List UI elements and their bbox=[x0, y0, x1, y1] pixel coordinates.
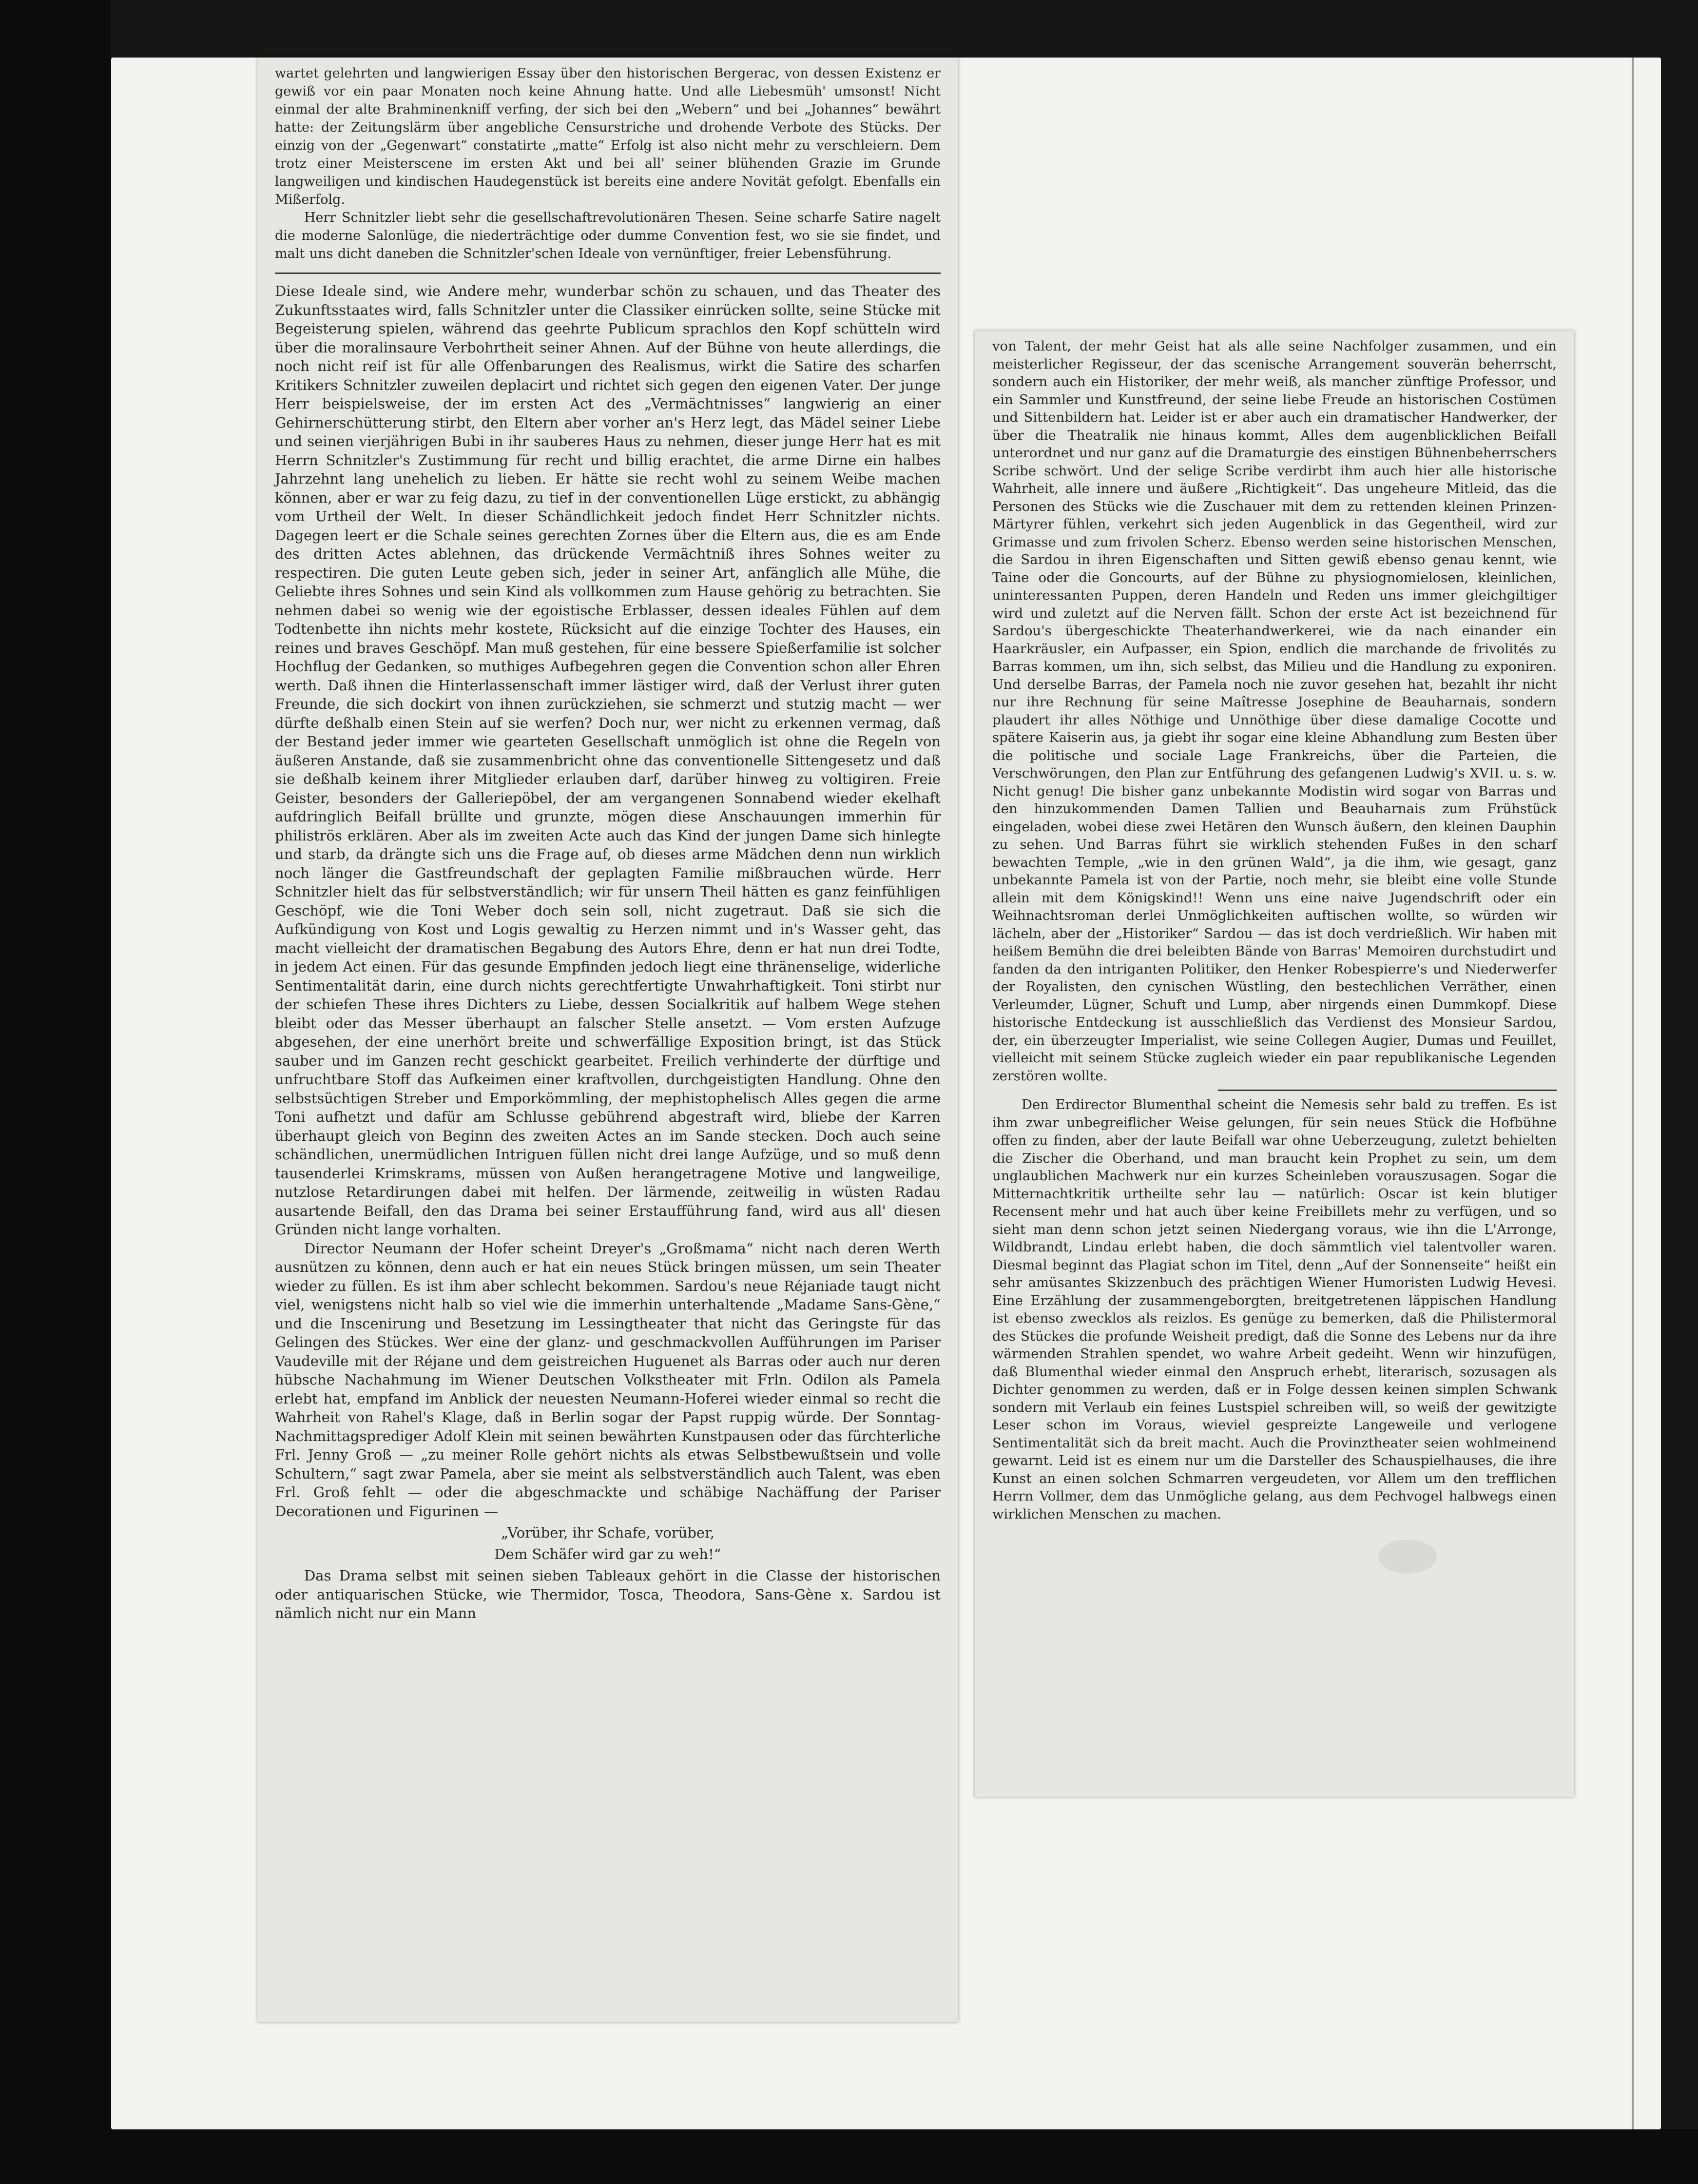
paragraph-bergerac: wartet gelehrten und langwierigen Essay über den historischen Bergerac, von dessen Existenz er gewiß vor ein paar Monaten noch keine Ahnung hatte. Und alle Liebesmüh' umsonst! Nicht einmal der alte Brahminenkniff verfing, der sich bei den „Webern“ und bei „Johannes“ bewährt hatte: der Zeitungslärm über angebliche Censurstriche und drohende Verbote des Stücks. Der einzig von der „Gegenwart“ constatirte „matte“ Erfolg ist also nicht mehr zu verschleiern. Dem trotz einer Meisterscene im ersten Akt und bei all' seiner blühenden Grazie im Grunde langweiligen und kindischen Haudegenstück ist bereits eine andere Novität gefolgt. Ebenfalls ein Mißerfolg. bbox=[275, 66, 941, 207]
film-edge-bottom bbox=[0, 2129, 1698, 2184]
clipping-left-column bbox=[257, 58, 958, 2022]
verse-line-2: Dem Schäfer wird gar zu weh!“ bbox=[494, 1546, 721, 1562]
clipping-right-text bbox=[975, 331, 1574, 1797]
verse-line-1: „Vorüber, ihr Schafe, vorüber, bbox=[501, 1524, 714, 1541]
paragraph-drama-tableaux: Das Drama selbst mit seinen sieben Tableaux gehört in die Classe der historischen oder antiquarischen Stücke, wie Thermidor, Tosca, Theodora, Sans-Gène x. Sardou ist nämlich nicht nur ein Mann bbox=[275, 1567, 941, 1621]
film-edge-left bbox=[0, 0, 111, 2184]
clipping-left-text bbox=[257, 58, 958, 2022]
paragraph-vermaechtnis: Diese Ideale sind, wie Andere mehr, wunderbar schön zu schauen, und das Theater des Zukunftsstaates wird, falls Schnitzler unter die Classiker einrücken sollte, seine Stücke mit Begeisterung spielen, während das geehrte Publicum sprachlos den Kopf schütteln wird über die moralinsaure Verbohrtheit seiner Ahnen. Auf der Bühne von heute allerdings, die noch nicht reif ist für alle Offenbarungen des Realismus, wirkt die Satire des scharfen Kritikers Schnitzler zuweilen deplacirt und richtet sich gegen den eigenen Vater. Der junge Herr beispielsweise, der im ersten Act des „Vermächtnisses“ langwierig an einer Gehirnerschütterung stirbt, den Eltern aber vorher an's Herz legt, das Mädel seiner Liebe und seinen vierjährigen Bubi in ihr sauberes Haus zu nehmen, dieser junge Herr hat es mit Herrn Schnitzler's Zustimmung für recht und billig erachtet, die arme Dirne ein halbes Jahrzehnt lang unehelich zu lieben. Er hätte sie recht wohl zu seinem Weibe machen können, aber er war zu feig dazu, zu tief in der conventionellen Lüge erstickt, zu abhängig vom Urtheil der Welt. In dieser Schändlichkeit jedoch findet Herr Schnitzler nichts. Dagegen leert er die Schale seines gerechten Zornes über die Eltern aus, die es am Ende des dritten Actes ablehnen, das drückende Vermächtniß ihres Sohnes weiter zu respectiren. Die guten Leute geben sich, jeder in seiner Art, anfänglich alle Mühe, die Geliebte ihres Sohnes und sein Kind als vollkommen zum Hause gehörig zu betrachten. Sie nehmen dabei so wenig wie der egoistische Erblasser, dessen ideales Fühlen auf dem Todtenbette ihn nichts mehr kostete, Rücksicht auf die einzige Tochter des Hauses, ein reines und braves Geschöpf. Man muß gestehen, für eine bessere Spießerfamilie ist solcher Hochflug der Gedanken, so muthiges Aufbegehren gegen die Convention schon aller Ehren werth. Daß ihnen die Hinterlassenschaft immer lästiger wird, daß der Verlust ihrer guten Freunde, die sich dockirt von ihnen zurückziehen, sie schmerzt und stutzig macht — wer dürfte deßhalb einen Stein auf sie werfen? Doch nur, wer nicht zu erkennen vermag, daß der Bestand jeder immer wie gearteten Gesellschaft unmöglich ist ohne die Regeln von äußeren Anstande, daß sie zusammenbricht ohne das conventionelle Sittengesetz und daß sie deßhalb keinem ihrer Mitglieder erlauben darf, darüber hinweg zu voltigiren. Freie Geister, besonders der Galleriepöbel, der am vergangenen Sonnabend wieder ekelhaft aufdringlich Beifall brüllte und grunzte, mögen diese Anschauungen immerhin für philiströs erklären. Aber als im zweiten Acte auch das Kind der jungen Dame sich hinlegte und starb, da drängte sich uns die Frage auf, ob dieses arme Mädchen denn nun wirklich noch länger die Gastfreundschaft der geplagten Familie mißbrauchen würde. Herr Schnitzler hielt das für selbstverständlich; wir für unsern Theil hätten es ganz feinfühligen Geschöpf, wie die Toni Weber doch sein soll, nicht zugetraut. Daß sie sich die Aufkündigung von Kost und Logis gewaltig zu Herzen nimmt und in's Wasser geht, das macht vielleicht der dramatischen Begabung des Autors Ehre, denn er hat nun drei Todte, in jedem Act einen. Für das gesunde Empfinden jedoch liegt eine thränenselige, widerliche Sentimentalität darin, eine durch nichts gerechtfertigte Unwahrhaftigkeit. Toni stirbt nur der schiefen These ihres Dichters zu Liebe, dessen Socialkritik auf halbem Wege stehen bleibt oder das Messer überhaupt an falscher Stelle ansetzt. — Vom ersten Aufzuge abgesehen, der eine unerhört breite und schwerfällige Exposition bringt, ist das Stück sauber und im Ganzen recht geschickt gearbeitet. Freilich verhinderte der dürftige und unfruchtbare Stoff das Aufkeimen einer kraftvollen, durchgeistigten Handlung. Ohne den selbstsüchtigen Streber und Emporkömmling, der mephistophelisch Alles gegen die arme Toni aufhetzt und dafür am Schlusse gebührend abgestraft wird, bliebe der Karren überhaupt gleich von Beginn des zweiten Actes an im Sande stecken. Doch auch seine schändlichen, unermüdlichen Intriguen füllen nicht drei lange Aufzüge, und so muß denn tausenderlei Krimskrams, müssen von Außen herangetragene Motive und langweilige, nutzlose Retardirungen dabei mit helfen. Der lärmende, zeitweilig in wüsten Radau ausartende Beifall, den das Drama bei seiner Erstaufführung fand, wird aus all' diesen Gründen nicht lange vorhalten. bbox=[275, 283, 941, 1238]
sheet-vertical-rule bbox=[1632, 58, 1634, 2129]
scan-sheet bbox=[111, 58, 1661, 2129]
divider bbox=[1218, 1090, 1557, 1091]
paragraph-schnitzler-intro: Herr Schnitzler liebt sehr die gesellschaftrevolutionären Thesen. Seine scharfe Satire nagelt die moderne Salonlüge, die niederträchtige oder dumme Convention fest, wo sie sie findet, und malt uns dicht daneben die Schnitzler'schen Ideale von vernünftiger, freier Lebensführung. bbox=[275, 210, 941, 261]
scan-smudge bbox=[1378, 1540, 1437, 1574]
paragraph-sardou: von Talent, der mehr Geist hat als alle seine Nachfolger zusammen, und ein meisterlicher Regisseur, der das scenische Arrangement souverän beherrscht, sondern auch ein Historiker, der mehr weiß, als mancher zünftige Professor, und ein Sammler und Kunstfreund, der seine liebe Freude an historischen Costümen und Sittenbildern hat. Leider ist er aber auch ein dramatischer Handwerker, der über die Theatralik nie hinaus kommt, Alles dem augenblicklichen Beifall unterordnet und nur ganz auf die Dramaturgie des einstigen Bühnenbeherrschers Scribe schwört. Und der selige Scribe verdirbt ihm auch hier alle historische Wahrheit, alle innere und äußere „Richtigkeit“. Das ungeheure Mitleid, das die Personen des Stücks wie die Zuschauer mit dem zu rettenden kleinen Prinzen-Märtyrer fühlen, verkehrt sich jeden Augenblick in das Gegentheil, wird zur Grimasse und zum frivolen Scherz. Ebenso werden seine historischen Menschen, die Sardou in ihren Eigenschaften und Sitten gewiß ebenso genau kennt, wie Taine oder die Goncourts, auf der Bühne zu physiognomielosen, kleinlichen, uninteressanten Puppen, deren Handeln und Reden uns immer gleichgiltiger wird und zuletzt auf die Nerven fällt. Schon der erste Act ist bezeichnend für Sardou's übergeschickte Theaterhandwerkerei, wie da nach einander ein Haarkräusler, ein Aufpasser, ein Spion, endlich die marchande de frivolités zu Barras kommen, um ihn, sich selbst, das Milieu und die Handlung zu exponiren. Und derselbe Barras, der Pamela noch nie zuvor gesehen hat, bezahlt ihr nicht nur ihre Rechnung für seine Maîtresse Josephine de Beauharnais, sondern plaudert ihr alles Nöthige und Unnöthige über diese damalige Cocotte und spätere Kaiserin aus, ja giebt ihr sogar eine kleine Abhandlung zum Besten über die politische und sociale Lage Frankreichs, über die Parteien, die Verschwörungen, den Plan zur Entführung des gefangenen Ludwig's XVII. u. s. w. Nicht genug! Die bisher ganz unbekannte Modistin wird sogar von Barras und den hinzukommenden Damen Tallien und Beauharnais zum Frühstück eingeladen, wobei diese zwei Hetären den Wunsch äußern, den kleinen Dauphin zu sehen. Und Barras führt sie wirklich stehenden Fußes in den scharf bewachten Temple, „wie in den grünen Wald“, ja die ihm, wie gesagt, ganz unbekannte Pamela ist von der Partie, noch mehr, sie bleibt eine volle Stunde allein mit dem Königskind!! Wenn uns eine naive Jugendschrift oder ein Weihnachtsroman derlei Unmöglichkeiten auftischen wollte, so würden wir lächeln, aber der „Historiker“ Sardou — das ist doch verdrießlich. Wir haben mit heißem Bemühn die drei beleibten Bände von Barras' Memoiren durchstudirt und fanden da den intriganten Politiker, den Henker Robespierre's und Niederwerfer der Royalisten, den cynischen Wüstling, den bestechlichen Verräther, einen Verleumder, Lügner, Schuft und Lump, aber nirgends einen Dummkopf. Diese historische Entdeckung ist ausschließlich das Verdienst des Monsieur Sardou, der, ein überzeugter Imperialist, wie seine Collegen Augier, Dumas und Feuillet, vielleicht mit seinem Stücke zugleich wieder ein paar republikanische Legenden zerstören wollte. bbox=[992, 338, 1557, 1084]
divider bbox=[275, 273, 941, 274]
clipping-right-column bbox=[975, 331, 1574, 1797]
paragraph-blumenthal: Den Erdirector Blumenthal scheint die Nemesis sehr bald zu treffen. Es ist ihm zwar unbegreiflicher Weise gelungen, für sein neues Stück die Hofbühne offen zu finden, aber der laute Beifall war ohne Ueberzeugung, zuletzt behielten die Zischer die Oberhand, und man braucht kein Prophet zu sein, um dem unglaublichen Machwerk nur ein kurzes Scheinleben vorauszusagen. Sogar die Mitternachtkritik urtheilte sehr lau — natürlich: Oscar ist kein blutiger Recensent mehr und hat auch über keine Freibillets mehr zu verfügen, und so sieht man denn schon jetzt seinen Niedergang voraus, wie ihn die L'Arronge, Wildbrandt, Lindau erlebt haben, die doch sämmtlich viel talentvoller waren. Diesmal beginnt das Plagiat schon im Titel, denn „Auf der Sonnenseite“ heißt ein sehr amüsantes Skizzenbuch des prächtigen Wiener Humoristen Ludwig Hevesi. Eine Erzählung der zusammengeborgten, breitgetretenen läppischen Handlung ist ebenso zwecklos als reizlos. Es genüge zu bemerken, daß die Philistermoral des Stückes die profunde Weisheit predigt, daß die Sonne des Lebens nur da ihre wärmenden Strahlen spendet, wo wahre Arbeit gedeiht. Wenn wir hinzufügen, daß Blumenthal wieder einmal den Anspruch erhebt, literarisch, sozusagen als Dichter genommen zu werden, daß er in Folge dessen keinen simplen Schwank sondern mit Verlaub ein feines Lustspiel schreiben will, so weiß der gewitzigte Leser schon im Voraus, wieviel gespreizte Langeweile und verlogene Sentimentalität sich da breit macht. Auch die Provinztheater seien wohlmeinend gewarnt. Leid ist es einem nur um die Darsteller des Schauspielhauses, die ihre Kunst an einen solchen Schmarren vergeudeten, vor Allem um den trefflichen Herrn Vollmer, dem das Unmögliche gelang, aus dem Pechvogel halbwegs einen wirklichen Menschen zu machen. bbox=[992, 1097, 1557, 1522]
paragraph-neumann: Director Neumann der Hofer scheint Dreyer's „Großmama“ nicht nach deren Werth ausnützen zu können, denn auch er hat ein neues Stück bringen müssen, um sein Theater wieder zu füllen. Es ist ihm aber schlecht bekommen. Sardou's neue Réjaniade taugt nicht viel, wenigstens nicht halb so viel wie die immerhin unterhaltende „Madame Sans-Gène,“ und die Inscenirung und Besetzung im Lessingtheater that nicht das Geringste für das Gelingen des Stückes. Wer eine der glanz- und geschmackvollen Aufführungen im Pariser Vaudeville mit der Réjane und dem geistreichen Huguenet als Barras oder auch nur deren hübsche Nachahmung im Wiener Deutschen Volkstheater mit Frln. Odilon als Pamela erlebt hat, empfand im Anblick der neuesten Neumann-Hoferei wieder einmal so recht die Wahrheit von Rahel's Klage, daß in Berlin sogar der Papst ruppig würde. Der Sonntag-Nachmittagsprediger Adolf Klein mit seinen bewährten Kunstpausen oder das fürchterliche Frl. Jenny Groß — „zu meiner Rolle gehört nichts als etwas Selbstbewußtsein und volle Schultern,“ sagt zwar Pamela, aber sie meint als selbstverständlich auch Talent, was eben Frl. Groß fehlt — oder die abgeschmackte und schäbige Nachäffung der Pariser Decorationen und Figurinen — bbox=[275, 1240, 941, 1520]
